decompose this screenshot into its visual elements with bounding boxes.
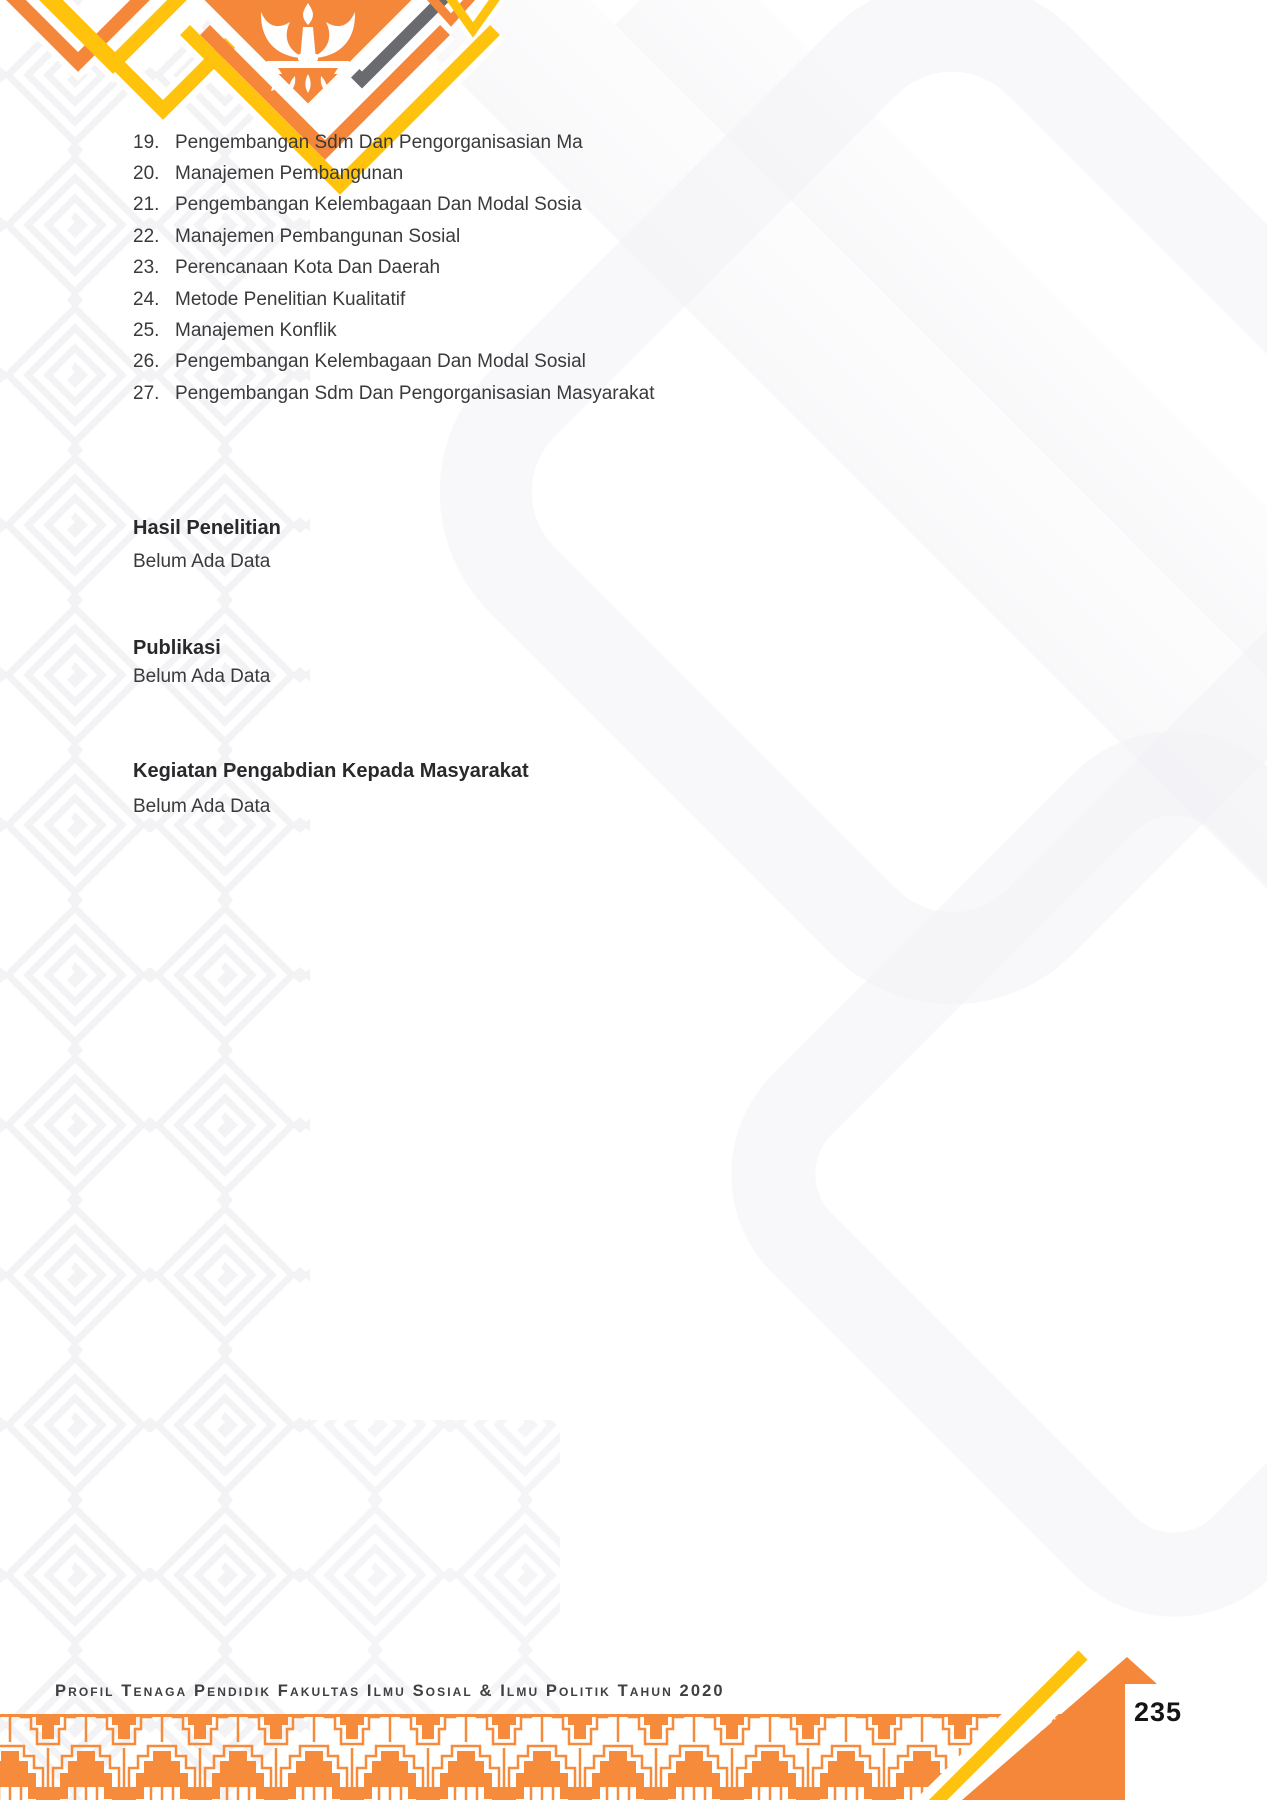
list-item (133, 221, 655, 252)
list-item (133, 158, 655, 189)
list-item-label: Metode Penelitian Kualitatif (175, 288, 406, 310)
page-number: 235 (1134, 1697, 1183, 1727)
list-item-label: Pengembangan Sdm Dan Pengorganisasian Masyarakat (175, 382, 655, 404)
list-item-number: 21. (133, 194, 160, 216)
list-item-number: 25. (133, 320, 160, 342)
course-list (133, 127, 655, 410)
list-item-number: 19. (133, 131, 160, 153)
list-item-number: 22. (133, 225, 160, 247)
list-item (133, 127, 655, 158)
list-item-number: 24. (133, 288, 160, 310)
list-item (133, 378, 655, 409)
list-item-number: 23. (133, 257, 160, 279)
list-item-label: Pengembangan Kelembagaan Dan Modal Sosia (175, 194, 582, 216)
list-item (133, 347, 655, 378)
list-item-label: Pengembangan Sdm Dan Pengorganisasian Ma (175, 131, 583, 153)
list-item-label: Manajemen Konflik (175, 320, 337, 342)
list-item (133, 315, 655, 346)
section-title-hasil-penelitian: Hasil Penelitian (133, 517, 281, 539)
list-item-number: 27. (133, 382, 160, 404)
list-item-number: 20. (133, 163, 160, 185)
list-item-label: Manajemen Pembangunan (175, 163, 404, 185)
section-body-kegiatan-pengabdian: Belum Ada Data (133, 796, 271, 817)
list-item (133, 284, 655, 315)
section-title-kegiatan-pengabdian: Kegiatan Pengabdian Kepada Masyarakat (133, 760, 529, 782)
section-title-publikasi: Publikasi (133, 637, 221, 659)
section-body-hasil-penelitian: Belum Ada Data (133, 551, 271, 572)
list-item-label: Manajemen Pembangunan Sosial (175, 225, 461, 247)
list-item-label: Pengembangan Kelembagaan Dan Modal Sosial (175, 351, 586, 373)
footer-title: Profil Tenaga Pendidik Fakultas Ilmu Sosial & Ilmu Politik Tahun 2020 (55, 1682, 725, 1700)
section-body-publikasi: Belum Ada Data (133, 666, 271, 687)
footer-decoration (0, 1615, 1267, 1800)
list-item-number: 26. (133, 351, 160, 373)
list-item (133, 190, 655, 221)
list-item-label: Perencanaan Kota Dan Daerah (175, 257, 441, 279)
list-item (133, 253, 655, 284)
